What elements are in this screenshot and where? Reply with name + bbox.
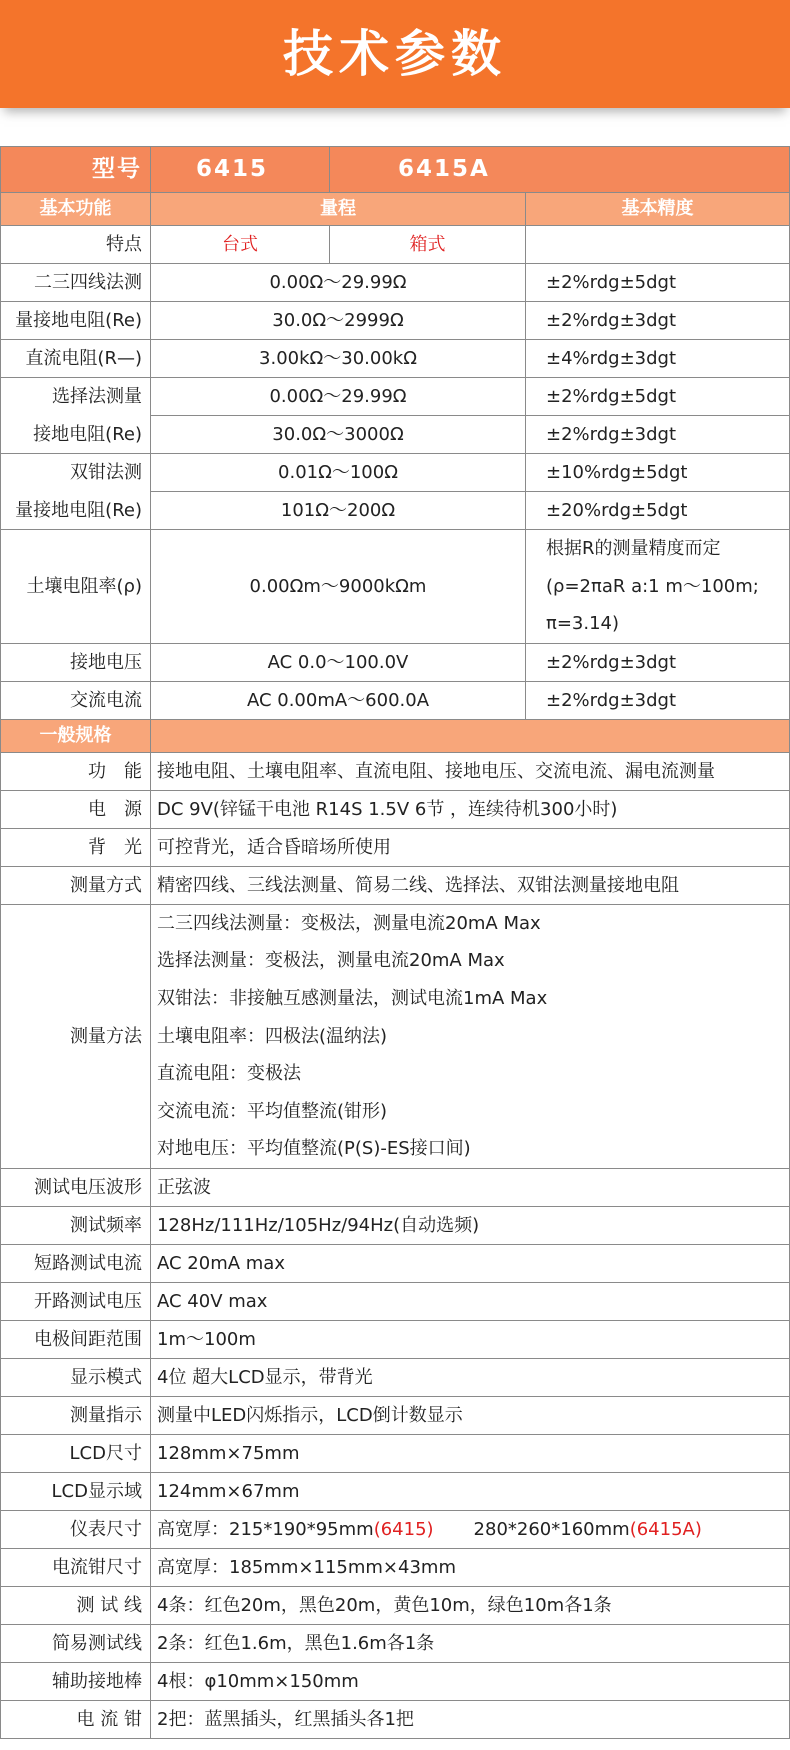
table-row — [1, 1548, 790, 1586]
spec-value: 测量中LED闪烁指示，LCD倒计数显示 — [151, 1396, 790, 1434]
table-row — [1, 1244, 790, 1282]
spec-value: 1m～100m — [151, 1320, 790, 1358]
header-range: 量程 — [151, 193, 526, 226]
spec-value: DC 9V(锌锰干电池 R14S 1.5V 6节 ，连续待机300小时) — [151, 790, 790, 828]
table-row — [1, 1168, 790, 1206]
spec-label: 测试电压波形 — [1, 1168, 151, 1206]
spec-value: 128mm×75mm — [151, 1434, 790, 1472]
spec-label: LCD显示域 — [1, 1472, 151, 1510]
method-item: 二三四线法测量：变极法，测量电流20mA Max — [157, 912, 541, 934]
size-b-tag: (6415A) — [629, 1518, 702, 1540]
table-row — [1, 1434, 790, 1472]
soil-acc-line: π=3.14) — [546, 613, 620, 635]
method-row — [1, 904, 790, 1168]
group3-line2: 量接地电阻(Re) — [1, 492, 151, 530]
model-row — [1, 147, 790, 193]
table-row — [1, 1472, 790, 1510]
size-b: 280*260*160mm — [473, 1518, 630, 1540]
range-cell: 0.00Ω～29.99Ω — [151, 378, 526, 416]
range-cell: 30.0Ω～3000Ω — [151, 416, 526, 454]
size-label: 仪表尺寸 — [1, 1510, 151, 1548]
table-row — [1, 828, 790, 866]
spec-value: 高宽厚：185mm×115mm×43mm — [151, 1548, 790, 1586]
general-title: 一般规格 — [1, 719, 151, 752]
current-range: AC 0.00mA～600.0A — [151, 681, 526, 719]
voltage-label: 接地电压 — [1, 643, 151, 681]
model-6415a: 6415A — [330, 147, 790, 193]
spec-value: 2条：红色1.6m，黑色1.6m各1条 — [151, 1624, 790, 1662]
table-row — [1, 1510, 790, 1548]
model-6415: 6415 — [151, 147, 330, 193]
group2-line2: 接地电阻(Re) — [1, 416, 151, 454]
table-row — [1, 302, 790, 340]
table-row — [1, 866, 790, 904]
table-row — [1, 264, 790, 302]
range-cell: 101Ω～200Ω — [151, 492, 526, 530]
group1-line3: 直流电阻(R—) — [1, 340, 151, 378]
accuracy-cell: ±2%rdg±5dgt — [526, 378, 790, 416]
size-a-tag: (6415) — [373, 1518, 434, 1540]
group2-line1: 选择法测量 — [1, 378, 151, 416]
accuracy-cell: ±2%rdg±3dgt — [526, 416, 790, 454]
header-accuracy: 基本精度 — [526, 193, 790, 226]
table-row — [1, 1206, 790, 1244]
range-cell: 0.01Ω～100Ω — [151, 454, 526, 492]
table-row — [1, 492, 790, 530]
spec-value: 精密四线、三线法测量、简易二线、选择法、双钳法测量接地电阻 — [151, 866, 790, 904]
method-item: 选择法测量：变极法，测量电流20mA Max — [157, 950, 505, 972]
accuracy-cell: ±10%rdg±5dgt — [526, 454, 790, 492]
group1-line2: 量接地电阻(Re) — [1, 302, 151, 340]
soil-acc-line: 根据R的测量精度而定 — [546, 538, 721, 559]
general-header-row — [1, 719, 790, 752]
page-title: 技术参数 — [283, 25, 507, 83]
spec-label: 辅助接地棒 — [1, 1662, 151, 1700]
spec-label: 测量方式 — [1, 866, 151, 904]
size-a: 高宽厚：215*190*95mm — [157, 1518, 374, 1540]
spec-value: 可控背光，适合昏暗场所使用 — [151, 828, 790, 866]
spec-table — [0, 146, 790, 1739]
table-row — [1, 1700, 790, 1738]
spec-label: 功 能 — [1, 752, 151, 790]
table-row — [1, 643, 790, 681]
voltage-accuracy: ±2%rdg±3dgt — [526, 643, 790, 681]
spec-label: 测试频率 — [1, 1206, 151, 1244]
method-label: 测量方法 — [1, 904, 151, 1168]
table-row — [1, 1396, 790, 1434]
table-row — [1, 378, 790, 416]
range-cell: 30.0Ω～2999Ω — [151, 302, 526, 340]
current-accuracy: ±2%rdg±3dgt — [526, 681, 790, 719]
spec-label: 短路测试电流 — [1, 1244, 151, 1282]
accuracy-cell: ±4%rdg±3dgt — [526, 340, 790, 378]
spec-label: 开路测试电压 — [1, 1282, 151, 1320]
basic-header-row — [1, 193, 790, 226]
group1-line1: 二三四线法测 — [1, 264, 151, 302]
table-row — [1, 681, 790, 719]
general-header-fill — [151, 719, 790, 752]
header-func: 基本功能 — [1, 193, 151, 226]
spec-label: LCD尺寸 — [1, 1434, 151, 1472]
spec-value: AC 40V max — [151, 1282, 790, 1320]
feature-case: 箱式 — [330, 226, 526, 264]
accuracy-cell: ±20%rdg±5dgt — [526, 492, 790, 530]
range-cell: 0.00Ω～29.99Ω — [151, 264, 526, 302]
accuracy-cell: ±2%rdg±3dgt — [526, 302, 790, 340]
feature-row — [1, 226, 790, 264]
feature-label: 特点 — [1, 226, 151, 264]
model-label: 型号 — [1, 147, 151, 193]
method-item: 交流电流：平均值整流(钳形) — [157, 1100, 388, 1122]
spec-value: 2把：蓝黑插头，红黑插头各1把 — [151, 1700, 790, 1738]
spec-value: AC 20mA max — [151, 1244, 790, 1282]
accuracy-cell: ±2%rdg±5dgt — [526, 264, 790, 302]
spec-value: 4位 超大LCD显示，带背光 — [151, 1358, 790, 1396]
table-row — [1, 1662, 790, 1700]
table-row — [1, 416, 790, 454]
spec-label: 显示模式 — [1, 1358, 151, 1396]
table-row — [1, 1320, 790, 1358]
current-label: 交流电流 — [1, 681, 151, 719]
spec-label: 测 试 线 — [1, 1586, 151, 1624]
spec-value: 正弦波 — [151, 1168, 790, 1206]
feature-empty — [526, 226, 790, 264]
soil-row — [1, 530, 790, 644]
table-row — [1, 1624, 790, 1662]
voltage-range: AC 0.0～100.0V — [151, 643, 526, 681]
table-row — [1, 340, 790, 378]
spec-label: 电 源 — [1, 790, 151, 828]
method-item: 直流电阻：变极法 — [157, 1063, 301, 1085]
spec-label: 电流钳尺寸 — [1, 1548, 151, 1586]
range-cell: 3.00kΩ～30.00kΩ — [151, 340, 526, 378]
soil-acc-line: (ρ=2πaR a:1 m～100m; — [546, 575, 759, 597]
method-item: 对地电压：平均值整流(P(S)-ES接口间) — [157, 1138, 471, 1160]
size-value — [151, 1510, 790, 1548]
spec-value: 124mm×67mm — [151, 1472, 790, 1510]
spec-label: 背 光 — [1, 828, 151, 866]
soil-label: 土壤电阻率(ρ) — [1, 530, 151, 644]
soil-range: 0.00Ωm～9000kΩm — [151, 530, 526, 644]
title-banner — [0, 0, 790, 108]
soil-accuracy — [526, 530, 790, 644]
spec-label: 电 流 钳 — [1, 1700, 151, 1738]
table-row — [1, 752, 790, 790]
spec-value: 128Hz/111Hz/105Hz/94Hz(自动选频) — [151, 1206, 790, 1244]
feature-desktop: 台式 — [151, 226, 330, 264]
spec-value: 接地电阻、土壤电阻率、直流电阻、接地电压、交流电流、漏电流测量 — [151, 752, 790, 790]
table-row — [1, 1358, 790, 1396]
spec-label: 电极间距范围 — [1, 1320, 151, 1358]
table-row — [1, 454, 790, 492]
method-item: 土壤电阻率：四极法(温纳法) — [157, 1025, 388, 1047]
method-list — [151, 904, 790, 1168]
spec-value: 4根：φ10mm×150mm — [151, 1662, 790, 1700]
spec-label: 测量指示 — [1, 1396, 151, 1434]
method-item: 双钳法：非接触互感测量法，测试电流1mA Max — [157, 987, 548, 1009]
spec-label: 简易测试线 — [1, 1624, 151, 1662]
table-row — [1, 1586, 790, 1624]
table-row — [1, 1282, 790, 1320]
group3-line1: 双钳法测 — [1, 454, 151, 492]
spec-value: 4条：红色20m，黑色20m，黄色10m，绿色10m各1条 — [151, 1586, 790, 1624]
table-row — [1, 790, 790, 828]
